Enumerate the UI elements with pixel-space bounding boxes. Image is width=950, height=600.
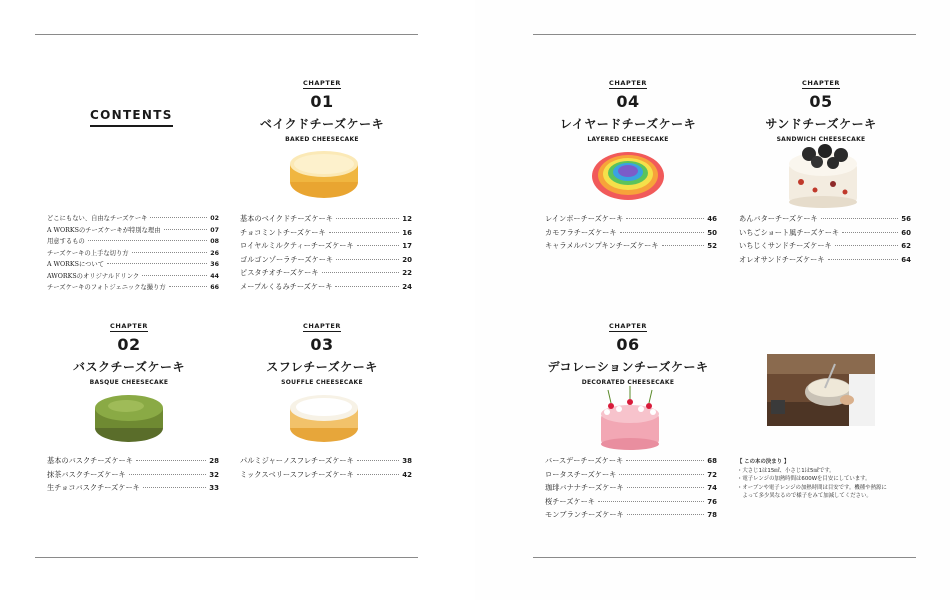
chapter-label: CHAPTER bbox=[302, 322, 342, 330]
toc-entry-title: オレオサンドチーズケーキ bbox=[739, 254, 825, 264]
toc-entry-page: 07 bbox=[210, 226, 219, 234]
chapter-label: CHAPTER bbox=[608, 79, 648, 87]
dotted-leader bbox=[336, 259, 399, 260]
chapter-label: CHAPTER bbox=[302, 79, 342, 87]
rainbow-cheesecake-image bbox=[587, 144, 669, 204]
notes-line: よって多少異なるので様子をみて加減してください。 bbox=[737, 493, 872, 499]
dotted-leader bbox=[107, 263, 207, 264]
chapter-title: レイヤードチーズケーキ bbox=[559, 117, 697, 131]
toc-entry bbox=[545, 241, 717, 255]
toc-entry bbox=[240, 456, 412, 470]
toc-entry-page: 74 bbox=[707, 484, 717, 492]
toc-entry bbox=[545, 214, 717, 228]
chapter-number: 04 bbox=[616, 92, 640, 111]
contents-heading: CONTENTS bbox=[90, 108, 173, 127]
toc-entry-page: 12 bbox=[402, 215, 412, 223]
toc-entry bbox=[240, 255, 412, 269]
chapter-title: サンドチーズケーキ bbox=[765, 117, 877, 131]
toc-entry-page: 76 bbox=[707, 497, 717, 506]
dotted-leader bbox=[336, 218, 399, 219]
toc-entry bbox=[47, 236, 219, 248]
toc-entry-title: ゴルゴンゾーラチーズケーキ bbox=[240, 254, 334, 264]
toc-entry bbox=[545, 483, 717, 497]
toc-entry-page: 32 bbox=[209, 470, 219, 479]
toc-entry bbox=[545, 497, 717, 511]
kitchen-photo bbox=[767, 354, 875, 426]
dotted-leader bbox=[627, 514, 705, 515]
dotted-leader bbox=[322, 272, 400, 273]
chapter-04-toc bbox=[545, 214, 717, 255]
toc-entry bbox=[739, 228, 911, 242]
right-page bbox=[475, 0, 950, 600]
oreo-sandwich-cheesecake-image bbox=[781, 142, 865, 208]
toc-entry-title: あんバターチーズケーキ bbox=[739, 214, 818, 223]
dotted-leader bbox=[842, 232, 898, 233]
toc-entry bbox=[545, 510, 717, 524]
intro-toc bbox=[47, 213, 219, 294]
chapter-04-header bbox=[543, 70, 713, 143]
dotted-leader bbox=[626, 218, 704, 219]
toc-entry-page: 64 bbox=[901, 255, 911, 264]
dotted-leader bbox=[142, 275, 207, 276]
toc-entry-title: チーズケーキの上手な切り方 bbox=[47, 249, 129, 257]
chapter-01-toc bbox=[240, 214, 412, 295]
chapter-number: 06 bbox=[616, 335, 640, 354]
toc-entry bbox=[47, 282, 219, 294]
book-rules-note bbox=[737, 458, 907, 501]
chapter-05-header bbox=[736, 70, 906, 143]
toc-entry bbox=[47, 470, 219, 484]
toc-entry-title: 基本のバスクチーズケーキ bbox=[47, 456, 133, 465]
chapter-label: CHAPTER bbox=[109, 322, 149, 330]
chapter-06-toc bbox=[545, 456, 717, 524]
toc-entry-title: 桜チーズケーキ bbox=[545, 496, 595, 506]
toc-entry bbox=[739, 241, 911, 255]
toc-entry-page: 66 bbox=[210, 284, 219, 291]
toc-entry bbox=[47, 225, 219, 237]
dotted-leader bbox=[88, 240, 207, 241]
toc-entry bbox=[240, 214, 412, 228]
chapter-01-header bbox=[237, 70, 407, 143]
toc-entry-title: レインボーチーズケーキ bbox=[545, 214, 624, 223]
toc-entry bbox=[545, 456, 717, 470]
toc-entry bbox=[545, 228, 717, 242]
toc-entry-title: メープルくるみチーズケーキ bbox=[240, 281, 333, 291]
top-rule bbox=[35, 34, 418, 35]
toc-entry-title: A WORKSのチーズケーキが特別な理由 bbox=[47, 226, 161, 234]
dotted-leader bbox=[335, 286, 399, 287]
toc-entry-title: キャラメルパンプキンチーズケーキ bbox=[545, 241, 659, 250]
toc-entry-page: 16 bbox=[402, 228, 412, 237]
toc-entry-page: 08 bbox=[210, 238, 219, 245]
chapter-subtitle: BAKED CHEESECAKE bbox=[285, 136, 359, 143]
basque-cheesecake-image bbox=[88, 388, 170, 446]
chapter-label: CHAPTER bbox=[801, 79, 841, 87]
chapter-06-header bbox=[543, 313, 713, 386]
bottom-rule bbox=[533, 557, 916, 558]
toc-entry-title: AWORKSのオリジナルドリンク bbox=[47, 272, 140, 280]
chapter-subtitle: SANDWICH CHEESECAKE bbox=[776, 136, 866, 143]
chapter-title: デコレーションチーズケーキ bbox=[547, 360, 709, 374]
notes-line: ・大さじ1は15㎖、小さじ1は5㎖です。 bbox=[737, 467, 835, 474]
toc-entry-page: 42 bbox=[402, 470, 412, 479]
toc-entry-title: いちごショート風チーズケーキ bbox=[739, 227, 840, 237]
chapter-title: バスクチーズケーキ bbox=[73, 360, 185, 374]
toc-entry-page: 17 bbox=[402, 242, 412, 250]
chapter-subtitle: LAYERED CHEESECAKE bbox=[587, 136, 669, 143]
notes-heading: 【 この本の決まり 】 bbox=[737, 459, 790, 465]
dotted-leader bbox=[329, 232, 400, 233]
toc-entry bbox=[47, 248, 219, 260]
souffle-cheesecake-image bbox=[283, 388, 365, 446]
toc-entry-title: 生チョコバスクチーズケーキ bbox=[47, 483, 140, 492]
dotted-leader bbox=[821, 218, 899, 219]
toc-entry bbox=[739, 214, 911, 228]
toc-entry bbox=[739, 255, 911, 269]
toc-entry-page: 44 bbox=[210, 272, 219, 280]
dotted-leader bbox=[598, 501, 704, 502]
toc-entry-title: モンブランチーズケーキ bbox=[545, 510, 624, 519]
toc-entry-title: チーズケーキのフォトジェニックな撮り方 bbox=[47, 284, 166, 291]
toc-entry bbox=[47, 271, 219, 283]
chapter-number: 01 bbox=[310, 92, 334, 111]
dotted-leader bbox=[357, 245, 400, 246]
chapter-subtitle: SOUFFLE CHEESECAKE bbox=[281, 379, 363, 386]
toc-entry-page: 62 bbox=[901, 242, 911, 250]
chapter-number: 05 bbox=[809, 92, 833, 111]
toc-entry-page: 28 bbox=[209, 457, 219, 465]
toc-entry-page: 50 bbox=[707, 228, 717, 237]
toc-entry-title: いちじくサンドチーズケーキ bbox=[739, 241, 832, 250]
dotted-leader bbox=[620, 232, 705, 233]
toc-entry-title: 珈琲バナナチーズケーキ bbox=[545, 483, 624, 492]
chapter-subtitle: DECORATED CHEESECAKE bbox=[581, 379, 675, 386]
dotted-leader bbox=[357, 460, 399, 461]
chapter-title: スフレチーズケーキ bbox=[266, 360, 378, 374]
dotted-leader bbox=[129, 474, 207, 475]
toc-entry-page: 26 bbox=[210, 249, 219, 257]
toc-entry-page: 46 bbox=[707, 215, 717, 223]
chapter-02-toc bbox=[47, 456, 219, 497]
toc-entry bbox=[240, 470, 412, 484]
dotted-leader bbox=[828, 259, 899, 260]
toc-entry-title: パルミジャーノスフレチーズケーキ bbox=[240, 456, 354, 465]
toc-entry-page: 72 bbox=[707, 470, 717, 479]
dotted-leader bbox=[136, 460, 206, 461]
toc-entry-page: 38 bbox=[402, 457, 412, 465]
toc-entry-title: ミックスベリースフレチーズケーキ bbox=[240, 469, 354, 479]
toc-entry bbox=[240, 282, 412, 296]
toc-entry-title: 基本のベイクドチーズケーキ bbox=[240, 214, 333, 223]
chapter-label: CHAPTER bbox=[608, 322, 648, 330]
toc-entry-page: 33 bbox=[209, 484, 219, 492]
dotted-leader bbox=[357, 474, 399, 475]
toc-entry-page: 56 bbox=[901, 215, 911, 223]
dotted-leader bbox=[164, 229, 208, 230]
chapter-03-header bbox=[237, 313, 407, 386]
toc-entry-title: ロータスチーズケーキ bbox=[545, 469, 617, 479]
toc-entry-title: ピスタチオチーズケーキ bbox=[240, 268, 319, 277]
chapter-number: 02 bbox=[117, 335, 141, 354]
toc-entry-page: 36 bbox=[210, 261, 219, 268]
baked-cheesecake-image bbox=[283, 146, 365, 204]
toc-entry-title: どこにもない、自由なチーズケーキ bbox=[47, 215, 148, 222]
dotted-leader bbox=[627, 487, 705, 488]
dotted-leader bbox=[143, 487, 206, 488]
toc-entry-page: 78 bbox=[707, 511, 717, 519]
toc-entry-title: バースデーチーズケーキ bbox=[545, 456, 624, 465]
dotted-leader bbox=[132, 252, 208, 253]
toc-entry-page: 22 bbox=[402, 269, 412, 277]
toc-entry-page: 20 bbox=[402, 255, 412, 264]
toc-entry-page: 02 bbox=[210, 215, 219, 222]
chapter-subtitle: BASQUE CHEESECAKE bbox=[89, 379, 169, 386]
dotted-leader bbox=[835, 245, 899, 246]
toc-entry-title: チョコミントチーズケーキ bbox=[240, 227, 326, 237]
dotted-leader bbox=[619, 474, 704, 475]
dotted-leader bbox=[626, 460, 704, 461]
toc-entry-title: カモフラチーズケーキ bbox=[545, 227, 617, 237]
toc-entry bbox=[47, 483, 219, 497]
notes-line: ・電子レンジの加熱時間は600Wを目安にしています。 bbox=[737, 476, 871, 482]
toc-entry-title: ロイヤルミルクティーチーズケーキ bbox=[240, 241, 354, 250]
birthday-cheesecake-image bbox=[593, 384, 667, 454]
toc-entry-page: 52 bbox=[707, 242, 717, 250]
dotted-leader bbox=[150, 217, 207, 218]
toc-entry bbox=[47, 213, 219, 225]
dotted-leader bbox=[662, 245, 705, 246]
dotted-leader bbox=[169, 286, 208, 287]
toc-entry bbox=[240, 268, 412, 282]
toc-entry-page: 60 bbox=[901, 228, 911, 237]
toc-entry-title: 抹茶バスクチーズケーキ bbox=[47, 469, 126, 479]
toc-entry-title: A WORKSについて bbox=[47, 261, 105, 268]
toc-entry bbox=[47, 456, 219, 470]
toc-entry bbox=[47, 259, 219, 271]
toc-entry bbox=[545, 470, 717, 484]
chapter-02-header bbox=[44, 313, 214, 386]
chapter-title: ベイクドチーズケーキ bbox=[259, 117, 385, 131]
toc-entry-title: 用意するもの bbox=[47, 238, 85, 245]
chapter-05-toc bbox=[739, 214, 911, 268]
top-rule bbox=[533, 34, 916, 35]
toc-entry-page: 68 bbox=[707, 457, 717, 465]
toc-entry bbox=[240, 241, 412, 255]
bottom-rule bbox=[35, 557, 418, 558]
notes-line: ・オーブンや電子レンジの加熱時間は目安です。機種や熱源に bbox=[737, 484, 887, 491]
chapter-03-toc bbox=[240, 456, 412, 483]
chapter-number: 03 bbox=[310, 335, 334, 354]
toc-entry-page: 24 bbox=[402, 282, 412, 291]
toc-entry bbox=[240, 228, 412, 242]
